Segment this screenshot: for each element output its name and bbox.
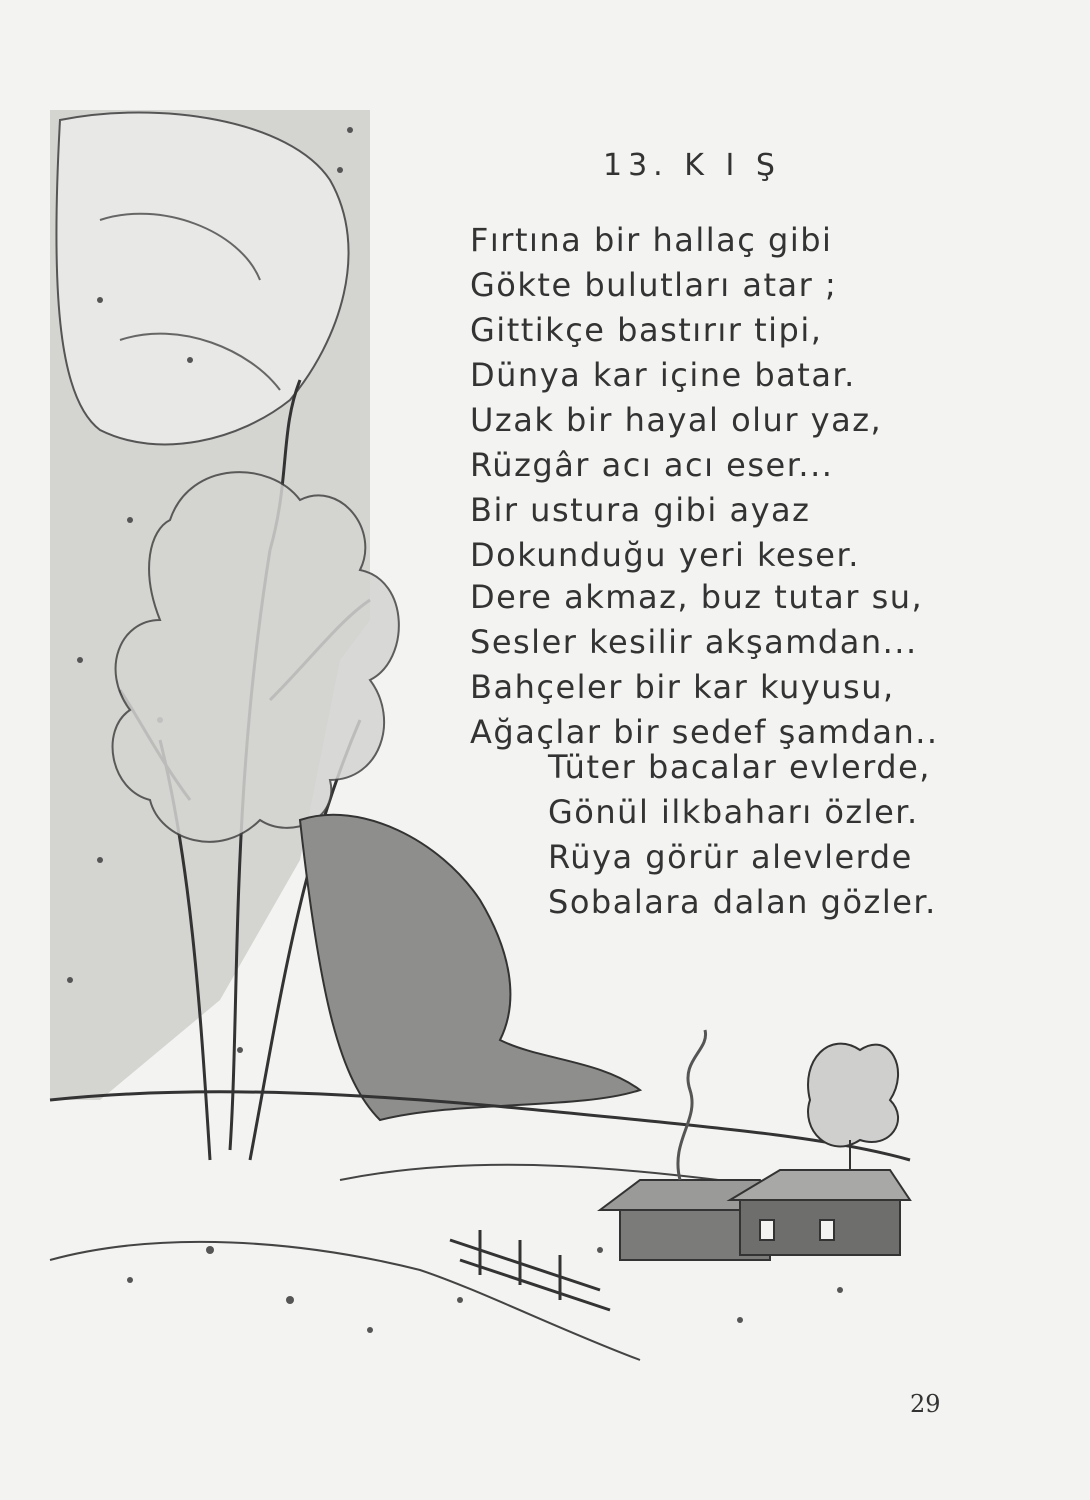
- wooden-bridge: [450, 1230, 610, 1310]
- verse-line: Sesler kesilir akşamdan...: [470, 623, 918, 661]
- verse-line: Bir ustura gibi ayaz: [470, 491, 811, 529]
- verse-line: Sobalara dalan gözler.: [548, 883, 937, 921]
- verse-line: Tüter bacalar evlerde,: [548, 748, 931, 786]
- verse-line: Gittikçe bastırır tipi,: [470, 311, 823, 349]
- foreground-snowbank: [50, 1242, 640, 1360]
- verse-line: Gökte bulutları atar ;: [470, 266, 838, 304]
- stanza-4: [548, 745, 937, 925]
- stanza-1: [470, 218, 856, 398]
- verse-line: Dokunduğu yeri keser.: [470, 536, 860, 574]
- distant-tree: [808, 1044, 898, 1190]
- page-number: 29: [910, 1390, 941, 1418]
- verse-line: Rüya görür alevlerde: [548, 838, 913, 876]
- chimney-smoke: [678, 1030, 706, 1180]
- verse-line: Ağaçlar bir sedef şamdan..: [470, 713, 939, 751]
- verse-line: Bahçeler bir kar kuyusu,: [470, 668, 895, 706]
- verse-line: Dünya kar içine batar.: [470, 356, 856, 394]
- verse-line: Rüzgâr acı acı eser...: [470, 446, 834, 484]
- verse-line: Gönül ilkbaharı özler.: [548, 793, 919, 831]
- verse-line: Dere akmaz, buz tutar su,: [470, 578, 924, 616]
- stanza-3: [470, 575, 939, 755]
- verse-line: Uzak bir hayal olur yaz,: [470, 401, 883, 439]
- stanza-2: [470, 398, 882, 578]
- poem-title: 13. K I Ş: [603, 148, 781, 183]
- verse-line: Fırtına bir hallaç gibi: [470, 221, 833, 259]
